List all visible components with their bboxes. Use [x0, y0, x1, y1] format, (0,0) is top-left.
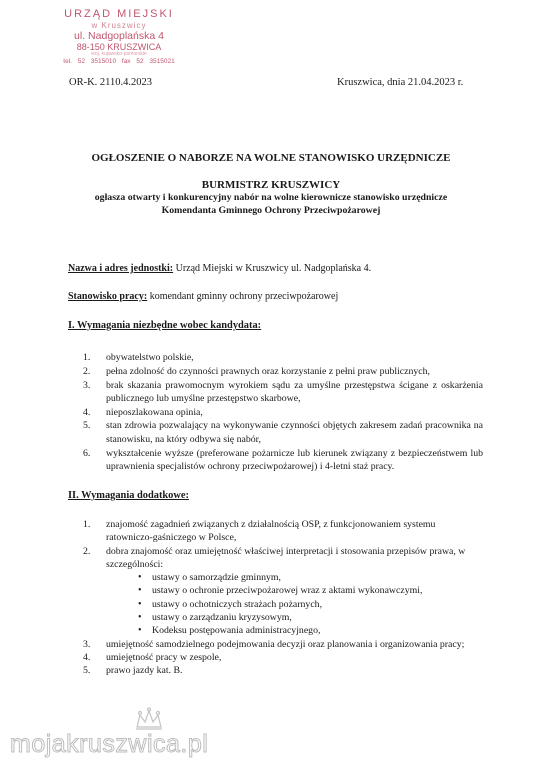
- item-text: obywatelstwo polskie,: [106, 352, 194, 363]
- office-stamp: [44, 8, 194, 65]
- law-item: • ustawy o ochronie przeciwpożarowej wraz z aktami wykonawczymi,: [138, 584, 483, 597]
- laws-list: [106, 571, 483, 637]
- item-number: 3.: [83, 379, 91, 391]
- stamp-street: ul. Nadgoplańska 4: [74, 29, 164, 42]
- law-item: • ustawy o zarządzaniu kryzysowym,: [138, 611, 483, 624]
- item-text: wykształcenie wyższe (preferowane pożarnicze lub kierunek związany z bezpieczeństwem lub uprawnienia specjalistów ochrony przeciwpożarowej) i 4-letni staż pracy.: [106, 447, 483, 472]
- item-text: stan zdrowia pozwalający na wykonywanie czynności objętych zakresem zadań pracownika na stanowisku, na który odbywa się nabór,: [106, 420, 483, 445]
- stamp-office-name: URZĄD MIEJSKI: [64, 8, 174, 20]
- list-item: [83, 545, 483, 638]
- item-number: 5.: [83, 665, 91, 677]
- issuer-title: BURMISTRZ KRUSZWICY: [201, 179, 341, 191]
- law-item: • ustawy o ochotniczych strażach pożarnych,: [138, 598, 483, 611]
- unit-label: Nazwa i adres jednostki:: [68, 263, 174, 274]
- item-number: 1.: [83, 519, 91, 530]
- item-number: 5.: [83, 420, 91, 432]
- item-number: 3.: [83, 638, 91, 650]
- item-number: 4.: [83, 651, 91, 663]
- position-label: Stanowisko pracy:: [68, 291, 148, 302]
- item-text: brak skazania prawomocnym wyrokiem sądu za umyślne przestępstwa ścigane z oskarżenia publicznego lub umyślne przestępstwo skarbowe,: [106, 379, 483, 404]
- stamp-region: woj. kujawsko-pomorskie: [91, 51, 147, 58]
- item-text: umiejętność samodzielnego podejmowania decyzji oraz planowania i organizowania pracy;: [106, 638, 465, 650]
- list-item: [83, 518, 483, 545]
- item-number: 6.: [83, 447, 91, 459]
- document-title: OGŁOSZENIE O NABORZE NA WOLNE STANOWISKO URZĘDNICZE: [91, 152, 451, 164]
- additional-list: [83, 518, 483, 678]
- item-number: 2.: [83, 545, 91, 557]
- unit-line: [68, 263, 371, 274]
- document-date: Kruszwica, dnia 21.04.2023 r.: [337, 77, 464, 88]
- section-1-heading-text: I. Wymagania niezbędne wobec kandydata:: [68, 320, 262, 331]
- law-item: • ustawy o samorządzie gminnym,: [138, 571, 483, 584]
- announcement-line-1: ogłasza otwarty i konkurencyjny nabór na wolne kierownicze stanowisko urzędnicze: [94, 192, 448, 203]
- stamp-phone-fax: tel. 52 3515010 fax 52 3515021: [63, 57, 175, 65]
- unit-value: Urząd Miejski w Kruszwicy ul. Nadgoplańska 4.: [173, 263, 372, 274]
- item-number: 4.: [83, 406, 91, 418]
- list-item: [83, 419, 483, 446]
- section-2-heading: [68, 490, 189, 501]
- item-number: 2.: [83, 365, 91, 377]
- list-item: [83, 447, 483, 474]
- list-item: [83, 638, 483, 651]
- list-item: [83, 365, 483, 378]
- law-item: • Kodeksu postępowania administracyjnego,: [138, 624, 483, 637]
- list-item: [83, 651, 483, 664]
- item-text: prawo jazdy kat. B.: [106, 665, 183, 677]
- stamp-postal: 88-150 KRUSZWICA: [76, 41, 162, 52]
- list-item: [83, 379, 483, 406]
- position-line: [68, 291, 338, 302]
- item-text: pełna zdolność do czynności prawnych oraz korzystanie z pełni praw publicznych,: [106, 365, 430, 377]
- list-item: [83, 664, 483, 677]
- announcement-line-2: Komendanta Gminnego Ochrony Przeciwpożarowej: [161, 205, 381, 216]
- list-item: [83, 351, 483, 364]
- stamp-city-line: w Kruszwicy: [91, 20, 147, 30]
- watermark-text: mojakruszwica.pl: [10, 730, 209, 758]
- item-text: nieposzlakowana opinia,: [106, 406, 203, 418]
- reference-number: OR-K. 2110.4.2023: [69, 77, 153, 88]
- list-item: [83, 406, 483, 419]
- required-list: [83, 351, 483, 474]
- item-text: znajomość zagadnień związanych z działalnością OSP, z funkcjonowaniem systemu ratowniczo-gaśniczego w Polsce,: [106, 519, 436, 544]
- item-number: 1.: [83, 352, 91, 363]
- section-2-heading-text: II. Wymagania dodatkowe:: [68, 490, 189, 501]
- item-text: dobra znajomość oraz umiejętność właściwej interpretacji i stosowania przepisów prawa, w szczególności:: [106, 545, 466, 570]
- position-value: komendant gminny ochrony przeciwpożarowej: [147, 291, 339, 302]
- section-1-heading: [68, 320, 261, 331]
- item-text: umiejętność pracy w zespole,: [106, 651, 222, 663]
